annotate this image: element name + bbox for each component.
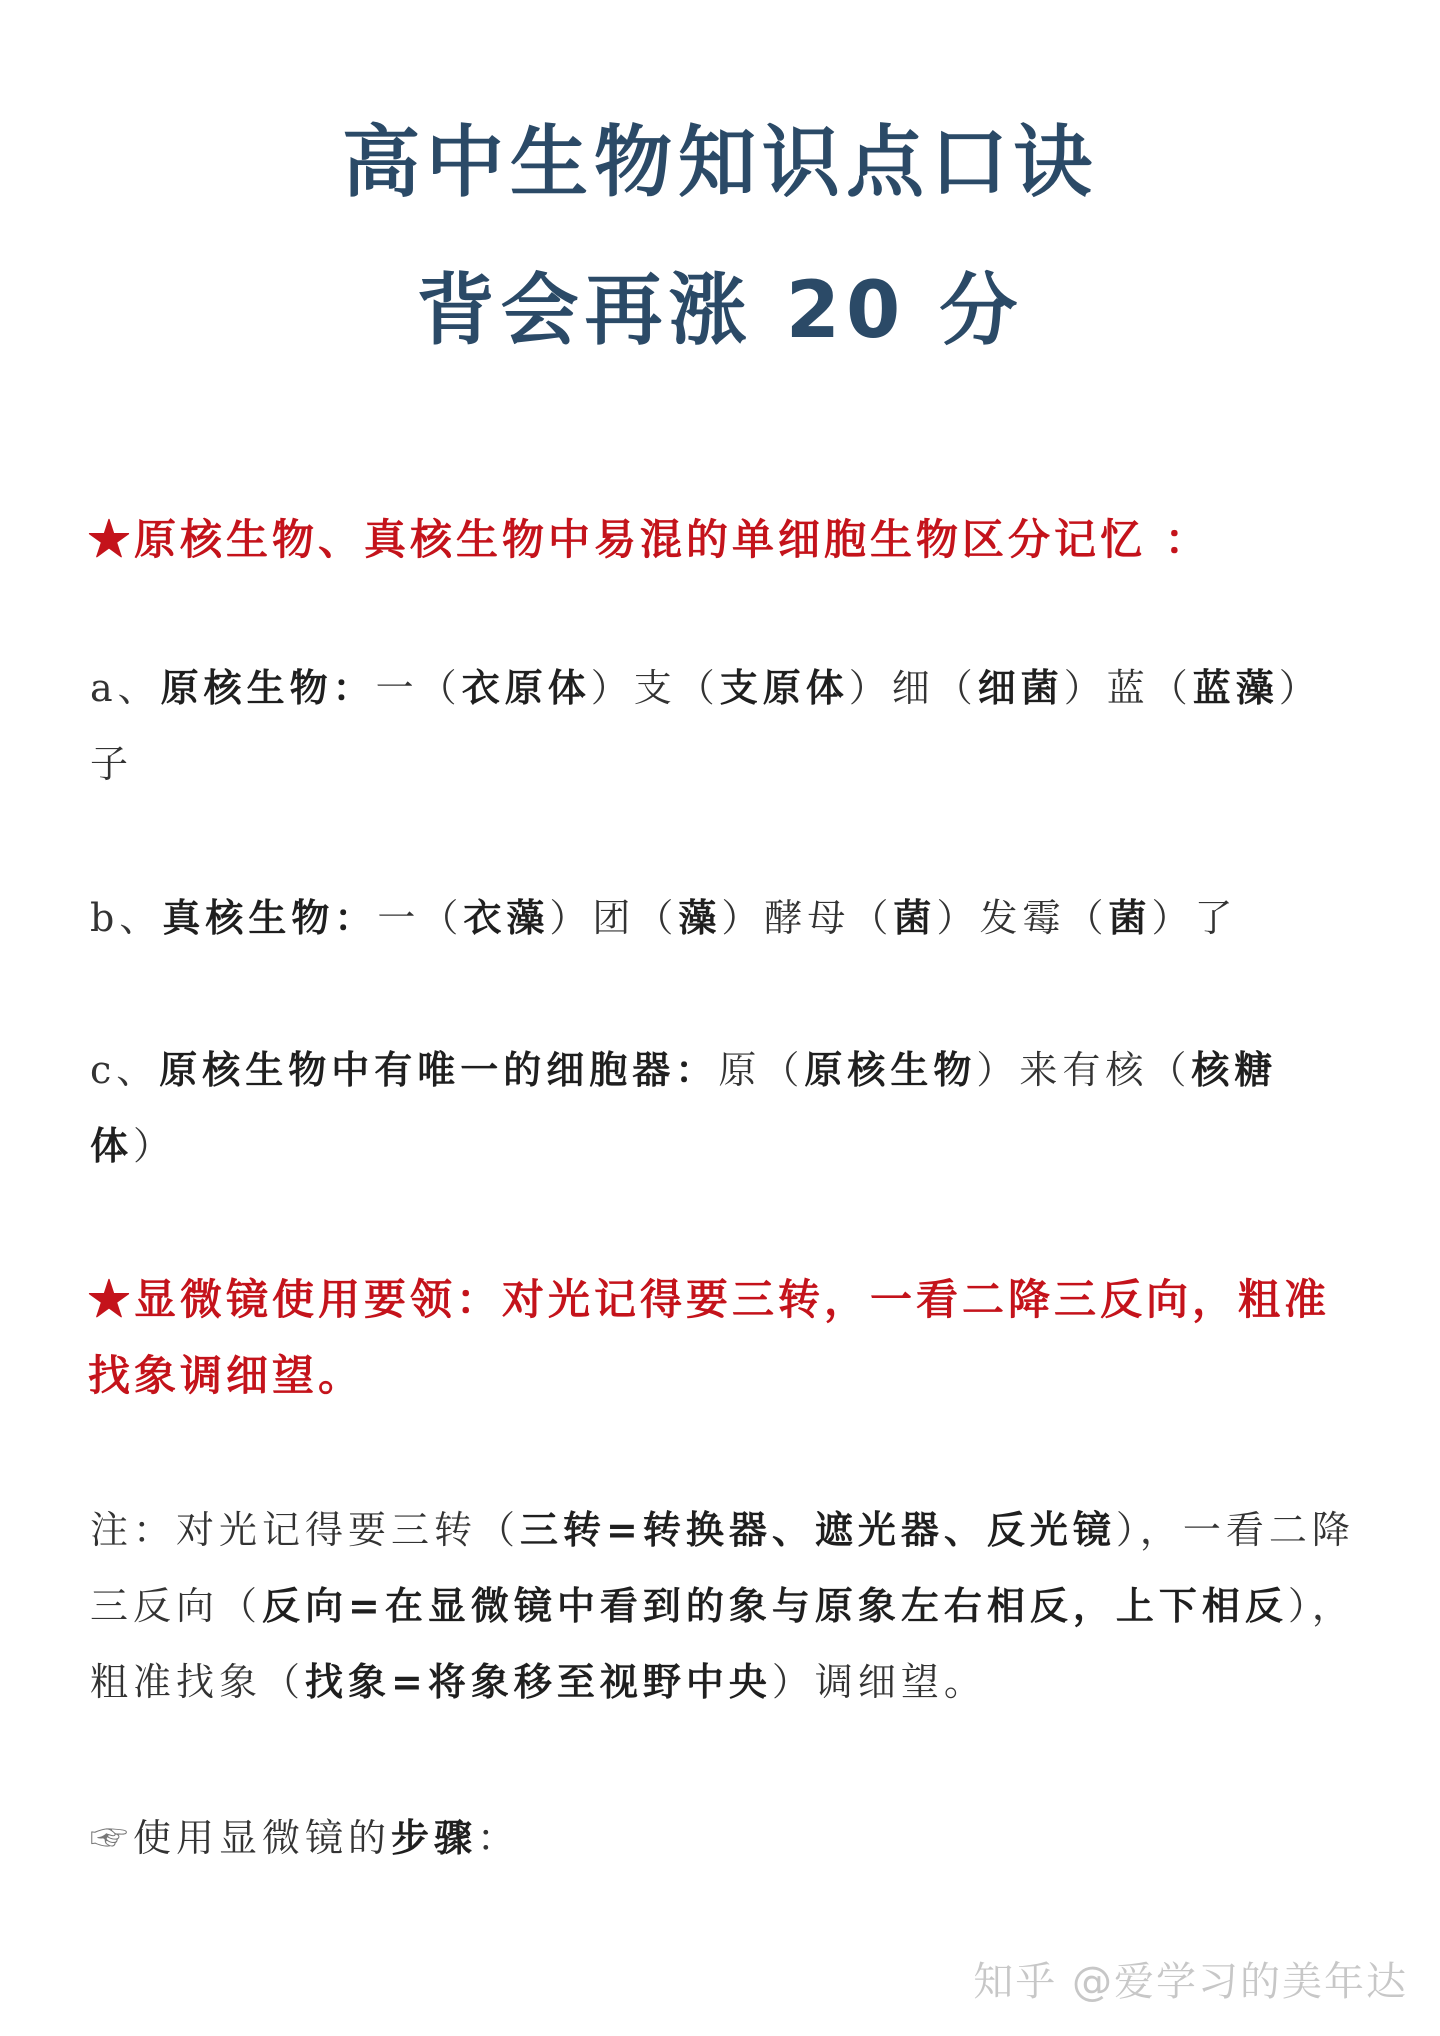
section-heading-microscope: ★显微镜使用要领：对光记得要三转，一看二降三反向，粗准找象调细望。 [88,1275,1331,1400]
text-part: ）子 [90,666,1322,786]
text-part: ）细（ [848,666,978,710]
keyword: 找象=将象移至视野中央 [305,1659,772,1704]
text-part: ）了 [1151,896,1238,940]
page-subtitle: 背会再涨 20 分 [416,266,1024,356]
steps-keyword: 步骤 [391,1815,478,1860]
keyword: 三转=转换器、遮光器、反光镜 [520,1507,1116,1552]
text-part: ） [133,1124,177,1168]
item-c-paragraph [90,1032,1360,1184]
steps-text: 使用显微镜的 [133,1816,392,1860]
keyword: 原核生物 [804,1047,977,1092]
steps-line [90,1800,1360,1876]
keyword: 菌 [1108,895,1152,940]
keyword: 支原体 [719,665,849,710]
keyword: 菌 [893,895,937,940]
item-c-label: 原核生物中有唯一的细胞器： [159,1047,719,1092]
text-part: ）团（ [549,896,679,940]
keyword: 反向=在显微镜中看到的象与原象左右相反，上下相反 [262,1583,1288,1628]
item-a-label: 原核生物： [160,665,376,710]
keyword: 藻 [678,895,722,940]
text-part: ），一看二降三反向（ [90,1508,1355,1628]
keyword: 核糖体 [90,1047,1278,1168]
page-title: 高中生物知识点口诀 [341,118,1098,208]
text-part: ）来有核（ [976,1048,1192,1092]
text-part: ）发霉（ [936,896,1109,940]
watermark: 知乎 @爱学习的美年达 [973,1959,1408,2005]
keyword: 衣藻 [463,895,550,940]
text-part: 一（ [375,666,462,710]
section-heading-cell-types: ★原核生物、真核生物中易混的单细胞生物区分记忆 ： [88,515,1211,564]
text-part: ），粗准找象（ [90,1584,1355,1704]
text-part: ）调细望。 [771,1660,987,1704]
keyword: 衣原体 [461,665,591,710]
text-part: ）酵母（ [721,896,894,940]
item-a-paragraph [90,650,1360,802]
text-part: ）蓝（ [1063,666,1193,710]
steps-colon: ： [477,1816,521,1860]
text-part: ）支（ [590,666,720,710]
item-a-prefix: a、 [90,666,161,710]
note-paragraph [90,1492,1360,1720]
item-b-paragraph [90,880,1360,956]
text-part: 一（ [377,896,464,940]
text-part: 原（ [718,1048,805,1092]
item-b-prefix: b、 [90,896,163,940]
item-b-label: 真核生物： [162,895,378,940]
text-part: 注：对光记得要三转（ [90,1508,521,1552]
keyword: 蓝藻 [1192,665,1279,710]
keyword: 细菌 [977,665,1064,710]
item-c-prefix: c、 [90,1048,160,1092]
pointing-hand-icon: ☞ [90,1816,134,1860]
